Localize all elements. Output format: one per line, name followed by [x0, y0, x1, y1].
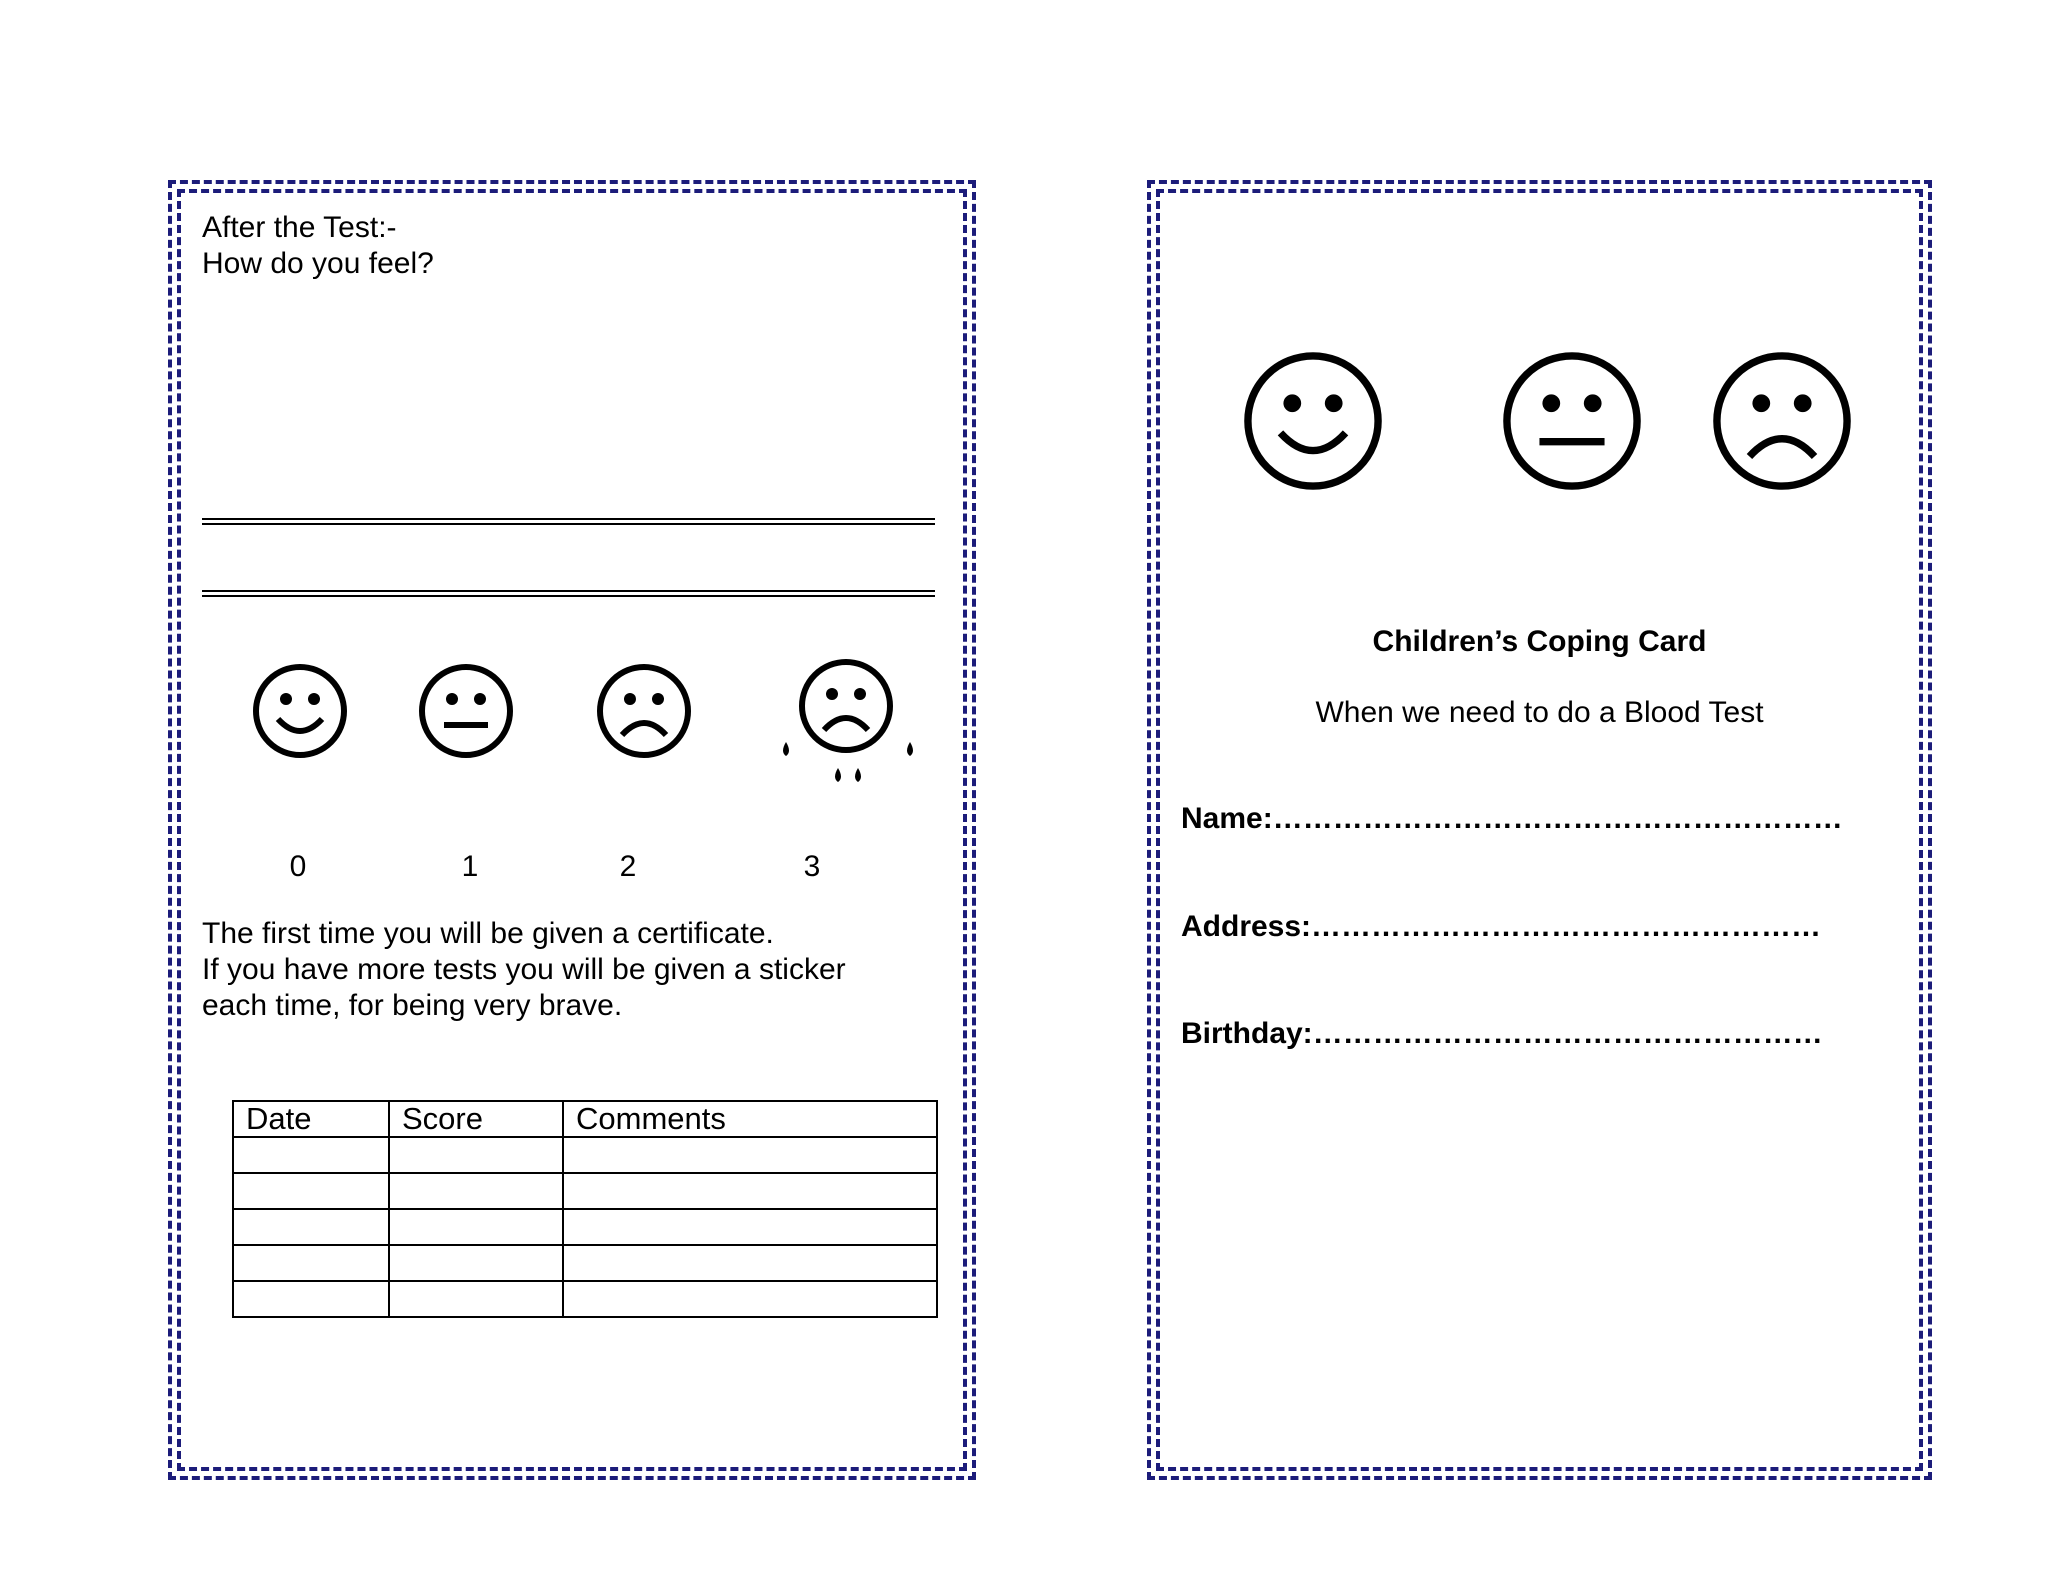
coping-card-cover	[1147, 180, 1932, 1480]
score-cell[interactable]	[389, 1137, 563, 1173]
date-cell[interactable]	[233, 1209, 389, 1245]
date-cell[interactable]	[233, 1173, 389, 1209]
score-label-3: 3	[803, 850, 821, 883]
certificate-info-line-2: If you have more tests you will be given a sticker	[202, 953, 846, 986]
name-label: Name:	[1181, 802, 1273, 835]
table-header-date: Date	[233, 1101, 389, 1137]
crying-face-icon[interactable]	[776, 658, 916, 798]
sad-face-icon[interactable]	[596, 663, 692, 759]
test-log-table	[232, 1100, 938, 1318]
table-row[interactable]	[233, 1137, 937, 1173]
table-header-score: Score	[389, 1101, 563, 1137]
table-row[interactable]	[233, 1281, 937, 1317]
writing-line-2[interactable]	[202, 590, 935, 597]
date-cell[interactable]	[233, 1281, 389, 1317]
table-row[interactable]	[233, 1245, 937, 1281]
sad-face-icon	[1711, 350, 1853, 492]
table-header-comments: Comments	[563, 1101, 937, 1137]
card-subtitle: When we need to do a Blood Test	[1315, 696, 1764, 729]
how-do-you-feel-prompt: How do you feel?	[202, 247, 434, 280]
comments-cell[interactable]	[563, 1209, 937, 1245]
birthday-field[interactable]	[1181, 1016, 1823, 1052]
table-header-row	[233, 1101, 937, 1137]
happy-face-icon	[1242, 350, 1384, 492]
score-label-2: 2	[619, 850, 637, 883]
table-row[interactable]	[233, 1209, 937, 1245]
comments-cell[interactable]	[563, 1137, 937, 1173]
happy-face-icon[interactable]	[252, 663, 348, 759]
name-field[interactable]	[1181, 801, 1843, 837]
neutral-face-icon[interactable]	[418, 663, 514, 759]
certificate-info-line-3: each time, for being very brave.	[202, 989, 623, 1022]
certificate-info-line-1: The first time you will be given a certificate.	[202, 917, 774, 950]
writing-line-1[interactable]	[202, 518, 935, 525]
score-label-1: 1	[461, 850, 479, 883]
birthday-dotted-line[interactable]: ……………………………………………	[1312, 1017, 1823, 1050]
neutral-face-icon	[1501, 350, 1643, 492]
score-cell[interactable]	[389, 1281, 563, 1317]
after-test-heading: After the Test:-	[202, 211, 397, 244]
address-dotted-line[interactable]: ……………………………………………	[1311, 910, 1822, 943]
score-cell[interactable]	[389, 1209, 563, 1245]
date-cell[interactable]	[233, 1137, 389, 1173]
address-label: Address:	[1181, 910, 1312, 943]
comments-cell[interactable]	[563, 1245, 937, 1281]
address-field[interactable]	[1181, 909, 1821, 945]
birthday-label: Birthday:	[1181, 1017, 1313, 1050]
card-title: Children’s Coping Card	[1372, 625, 1707, 658]
score-cell[interactable]	[389, 1245, 563, 1281]
comments-cell[interactable]	[563, 1281, 937, 1317]
name-dotted-line[interactable]: …………………………………………………	[1272, 802, 1843, 835]
after-test-card	[168, 180, 976, 1480]
table-row[interactable]	[233, 1173, 937, 1209]
date-cell[interactable]	[233, 1245, 389, 1281]
score-label-0: 0	[289, 850, 307, 883]
comments-cell[interactable]	[563, 1173, 937, 1209]
score-cell[interactable]	[389, 1173, 563, 1209]
